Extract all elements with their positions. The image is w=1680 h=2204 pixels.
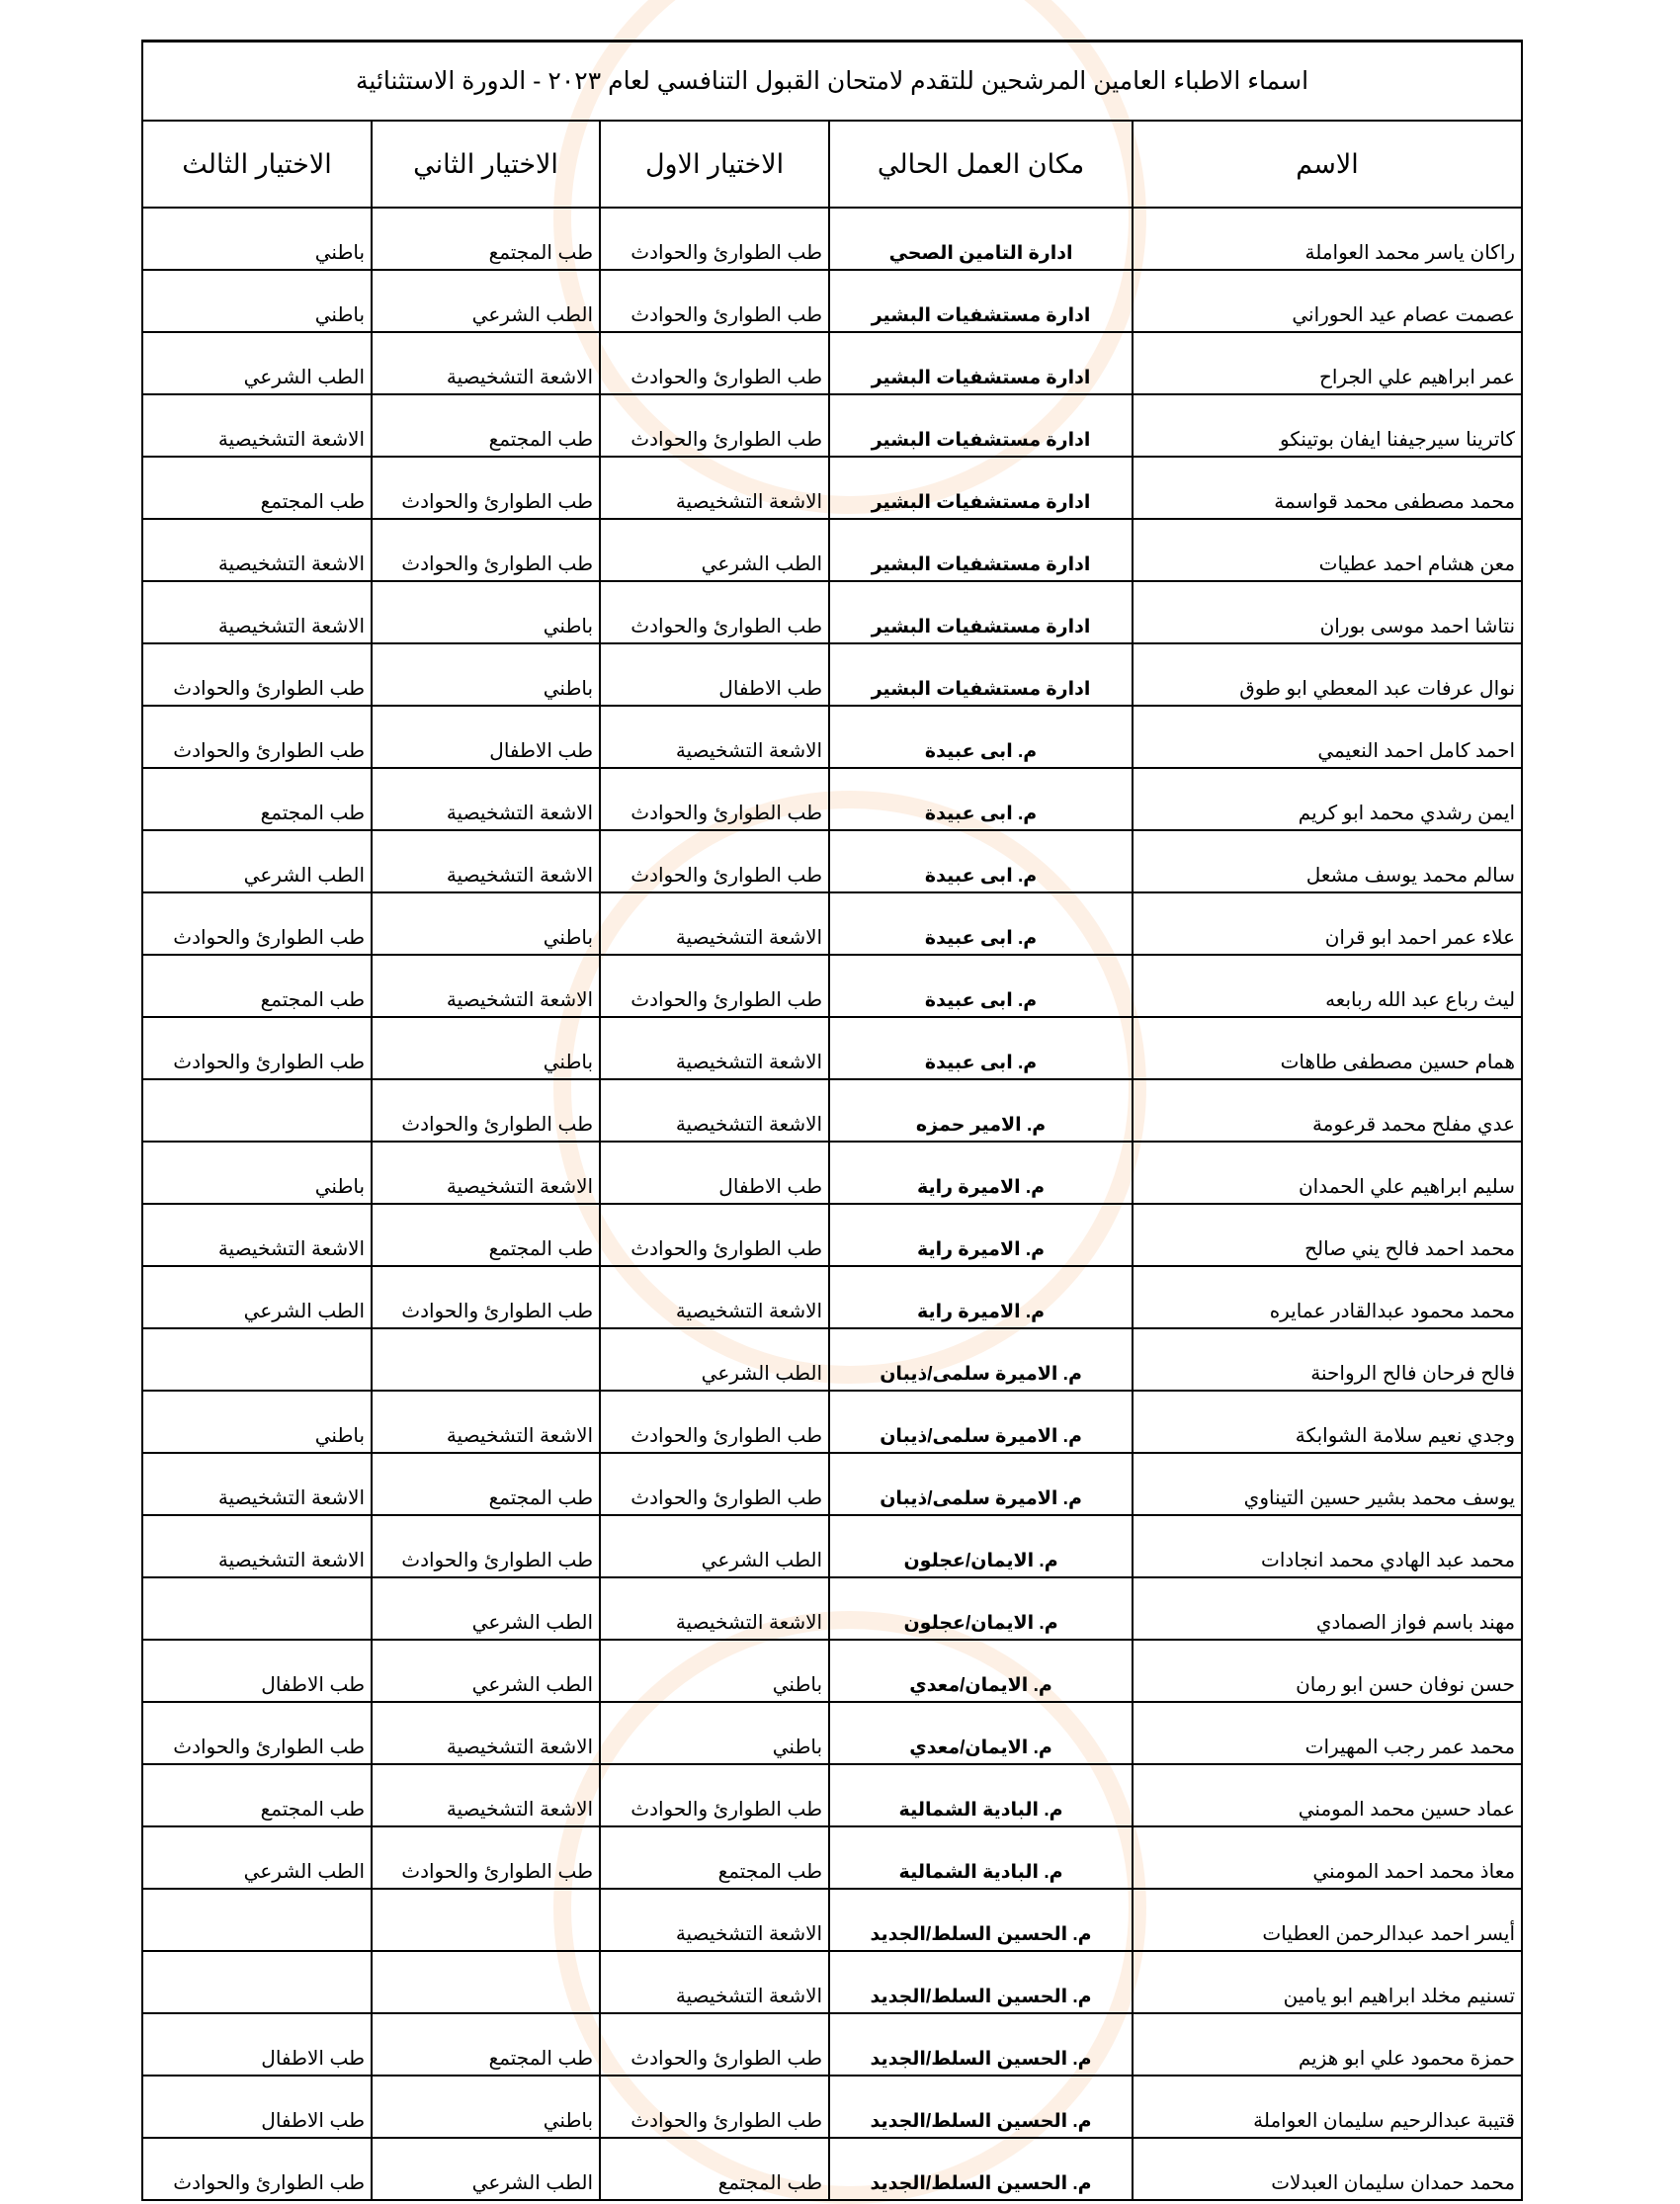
cell-workplace: م. الاميرة سلمى/ذيبان [829, 1328, 1133, 1391]
cell-choice-3: باطني [142, 1391, 372, 1453]
cell-workplace: م. الاميرة سلمى/ذيبان [829, 1391, 1133, 1453]
cell-choice-1: الاشعة التشخيصية [600, 1889, 829, 1951]
table-row [142, 208, 1522, 270]
cell-workplace: م. الحسين السلط/الجديد [829, 2138, 1133, 2200]
table-row [142, 643, 1522, 706]
cell-choice-2: طب المجتمع [372, 2013, 600, 2076]
cell-choice-2 [372, 1889, 600, 1951]
table-row [142, 892, 1522, 955]
cell-name: محمد عبد الهادي محمد انجادات [1133, 1515, 1522, 1577]
cell-choice-3: الاشعة التشخيصية [142, 519, 372, 581]
cell-choice-1: طب الاطفال [600, 643, 829, 706]
cell-name: معن هشام احمد عطيات [1133, 519, 1522, 581]
table-row [142, 1702, 1522, 1764]
cell-name: نتاشا احمد موسى بوران [1133, 581, 1522, 643]
cell-choice-2: باطني [372, 581, 600, 643]
cell-choice-3: طب الطوارئ والحوادث [142, 1017, 372, 1079]
table-row [142, 332, 1522, 394]
table-row [142, 2013, 1522, 2076]
cell-choice-1: الاشعة التشخيصية [600, 1951, 829, 2013]
cell-choice-3: الاشعة التشخيصية [142, 1453, 372, 1515]
cell-workplace: م. الحسين السلط/الجديد [829, 2013, 1133, 2076]
cell-choice-3: طب الاطفال [142, 2013, 372, 2076]
cell-choice-3: الاشعة التشخيصية [142, 394, 372, 457]
cell-choice-2: طب المجتمع [372, 208, 600, 270]
cell-name: عدي مفلح محمد قرعومة [1133, 1079, 1522, 1142]
cell-choice-2: طب الطوارئ والحوادث [372, 1266, 600, 1328]
cell-choice-2: طب المجتمع [372, 1453, 600, 1515]
cell-choice-3: طب المجتمع [142, 1764, 372, 1826]
table-row [142, 830, 1522, 892]
cell-workplace: م. الايمان/عجلون [829, 1515, 1133, 1577]
cell-workplace: م. ابى عبيدة [829, 768, 1133, 830]
cell-choice-1: باطني [600, 1640, 829, 1702]
cell-name: ليث رباع عبد الله ربابعه [1133, 955, 1522, 1017]
cell-choice-2: طب الطوارئ والحوادث [372, 1515, 600, 1577]
table-row [142, 1204, 1522, 1266]
cell-name: كاترينا سيرجيفنا ايفان بوتينكو [1133, 394, 1522, 457]
cell-workplace: م. الاميرة راية [829, 1266, 1133, 1328]
table-row [142, 955, 1522, 1017]
table-row [142, 457, 1522, 519]
cell-choice-1: طب الطوارئ والحوادث [600, 1391, 829, 1453]
header-name: الاسم [1133, 121, 1522, 208]
cell-workplace: م. ابى عبيدة [829, 830, 1133, 892]
cell-workplace: م. ابى عبيدة [829, 892, 1133, 955]
cell-choice-2: الاشعة التشخيصية [372, 1702, 600, 1764]
cell-name: تسنيم مخلد ابراهيم ابو يامين [1133, 1951, 1522, 2013]
cell-choice-3: طب المجتمع [142, 768, 372, 830]
cell-choice-2: الطب الشرعي [372, 2138, 600, 2200]
cell-workplace: م. البادية الشمالية [829, 1826, 1133, 1889]
cell-name: يوسف محمد بشير حسين التيناوي [1133, 1453, 1522, 1515]
cell-name: وجدي نعيم سلامة الشوابكة [1133, 1391, 1522, 1453]
cell-choice-1: طب الطوارئ والحوادث [600, 581, 829, 643]
table-body [142, 208, 1522, 2200]
cell-choice-1: الطب الشرعي [600, 1328, 829, 1391]
table-row [142, 2138, 1522, 2200]
cell-choice-3 [142, 1577, 372, 1640]
cell-choice-2: الاشعة التشخيصية [372, 768, 600, 830]
cell-choice-1: طب الطوارئ والحوادث [600, 1453, 829, 1515]
cell-name: علاء عمر احمد ابو قران [1133, 892, 1522, 955]
cell-choice-3: باطني [142, 1142, 372, 1204]
cell-name: مهند باسم فواز الصمادي [1133, 1577, 1522, 1640]
cell-workplace: م. الحسين السلط/الجديد [829, 1889, 1133, 1951]
cell-name: همام حسين مصطفى طاهات [1133, 1017, 1522, 1079]
cell-name: حمزة محمود علي ابو هزيم [1133, 2013, 1522, 2076]
cell-choice-1: باطني [600, 1702, 829, 1764]
cell-choice-1: الاشعة التشخيصية [600, 892, 829, 955]
cell-choice-3: طب الطوارئ والحوادث [142, 892, 372, 955]
cell-choice-1: الطب الشرعي [600, 1515, 829, 1577]
table-row [142, 1453, 1522, 1515]
cell-choice-2: الاشعة التشخيصية [372, 1391, 600, 1453]
cell-workplace: ادارة مستشفيات البشير [829, 270, 1133, 332]
cell-choice-3: طب الاطفال [142, 1640, 372, 1702]
cell-choice-2: طب الطوارئ والحوادث [372, 1079, 600, 1142]
document-title: اسماء الاطباء العامين المرشحين للتقدم لامتحان القبول التنافسي لعام ٢٠٢٣ - الدورة الاستثنائية [142, 42, 1522, 122]
cell-workplace: ادارة مستشفيات البشير [829, 643, 1133, 706]
cell-workplace: م. الاميرة راية [829, 1204, 1133, 1266]
cell-choice-3: طب المجتمع [142, 457, 372, 519]
cell-name: عصمت عصام عيد الحوراني [1133, 270, 1522, 332]
cell-choice-1: طب الطوارئ والحوادث [600, 270, 829, 332]
cell-choice-2: طب الطوارئ والحوادث [372, 1826, 600, 1889]
table-row [142, 1079, 1522, 1142]
cell-choice-1: الطب الشرعي [600, 519, 829, 581]
cell-name: ايمن رشدي محمد ابو كريم [1133, 768, 1522, 830]
cell-name: سليم ابراهيم علي الحمدان [1133, 1142, 1522, 1204]
cell-choice-3: طب الاطفال [142, 2076, 372, 2138]
cell-choice-2: باطني [372, 643, 600, 706]
cell-name: محمد حمدان سليمان العبدلات [1133, 2138, 1522, 2200]
cell-workplace: ادارة مستشفيات البشير [829, 332, 1133, 394]
cell-workplace: م. الاميرة راية [829, 1142, 1133, 1204]
cell-workplace: ادارة مستشفيات البشير [829, 581, 1133, 643]
cell-choice-1: طب الطوارئ والحوادث [600, 2013, 829, 2076]
table-row [142, 2076, 1522, 2138]
table-row [142, 1266, 1522, 1328]
table-row [142, 581, 1522, 643]
cell-choice-1: الاشعة التشخيصية [600, 1017, 829, 1079]
cell-choice-1: طب المجتمع [600, 1826, 829, 1889]
cell-choice-1: طب الطوارئ والحوادث [600, 830, 829, 892]
cell-choice-1: طب الطوارئ والحوادث [600, 2076, 829, 2138]
cell-choice-1: الاشعة التشخيصية [600, 1577, 829, 1640]
cell-choice-2 [372, 1951, 600, 2013]
cell-name: راكان ياسر محمد العواملة [1133, 208, 1522, 270]
cell-choice-1: طب المجتمع [600, 2138, 829, 2200]
cell-workplace: م. الامير حمزه [829, 1079, 1133, 1142]
cell-workplace: ادارة التامين الصحي [829, 208, 1133, 270]
cell-choice-2: طب المجتمع [372, 394, 600, 457]
table-row [142, 768, 1522, 830]
cell-choice-1: طب الطوارئ والحوادث [600, 1204, 829, 1266]
cell-choice-3 [142, 1889, 372, 1951]
cell-workplace: م. الايمان/معدي [829, 1702, 1133, 1764]
cell-name: عماد حسين محمد المومني [1133, 1764, 1522, 1826]
table-row [142, 1142, 1522, 1204]
cell-choice-2: باطني [372, 2076, 600, 2138]
cell-choice-1: طب الطوارئ والحوادث [600, 1764, 829, 1826]
table-row [142, 394, 1522, 457]
cell-choice-2: الاشعة التشخيصية [372, 1142, 600, 1204]
cell-choice-2: الاشعة التشخيصية [372, 332, 600, 394]
cell-choice-2 [372, 1328, 600, 1391]
cell-workplace: م. ابى عبيدة [829, 955, 1133, 1017]
table-row [142, 1577, 1522, 1640]
cell-choice-1: طب الطوارئ والحوادث [600, 955, 829, 1017]
cell-choice-2: طب الطوارئ والحوادث [372, 519, 600, 581]
cell-name: محمد عمر رجب المهيرات [1133, 1702, 1522, 1764]
cell-choice-1: الاشعة التشخيصية [600, 457, 829, 519]
table-row [142, 1515, 1522, 1577]
cell-choice-3: باطني [142, 208, 372, 270]
cell-name: معاذ محمد احمد المومني [1133, 1826, 1522, 1889]
cell-choice-3: طب الطوارئ والحوادث [142, 2138, 372, 2200]
table-row [142, 1017, 1522, 1079]
cell-name: نوال عرفات عبد المعطي ابو طوق [1133, 643, 1522, 706]
cell-choice-3: طب الطوارئ والحوادث [142, 706, 372, 768]
table-row [142, 1889, 1522, 1951]
cell-choice-2: الطب الشرعي [372, 1577, 600, 1640]
cell-choice-2: الطب الشرعي [372, 1640, 600, 1702]
cell-workplace: ادارة مستشفيات البشير [829, 519, 1133, 581]
cell-name: محمد احمد فالح يني صالح [1133, 1204, 1522, 1266]
cell-choice-2: طب المجتمع [372, 1204, 600, 1266]
table-row [142, 1640, 1522, 1702]
cell-choice-3 [142, 1951, 372, 2013]
cell-choice-3: طب الطوارئ والحوادث [142, 1702, 372, 1764]
cell-choice-3: طب الطوارئ والحوادث [142, 643, 372, 706]
cell-choice-2: باطني [372, 892, 600, 955]
cell-choice-3: الاشعة التشخيصية [142, 581, 372, 643]
cell-choice-1: طب الطوارئ والحوادث [600, 332, 829, 394]
cell-choice-1: طب الطوارئ والحوادث [600, 394, 829, 457]
cell-workplace: م. ابى عبيدة [829, 1017, 1133, 1079]
cell-name: عمر ابراهيم علي الجراح [1133, 332, 1522, 394]
table-row [142, 270, 1522, 332]
cell-workplace: م. الايمان/معدي [829, 1640, 1133, 1702]
header-workplace: مكان العمل الحالي [829, 121, 1133, 208]
cell-name: فالح فرحان فالح الرواحنة [1133, 1328, 1522, 1391]
table-row [142, 1391, 1522, 1453]
cell-choice-3: طب المجتمع [142, 955, 372, 1017]
cell-choice-2: طب الاطفال [372, 706, 600, 768]
table-row [142, 519, 1522, 581]
cell-choice-3: الاشعة التشخيصية [142, 1515, 372, 1577]
cell-choice-2: الاشعة التشخيصية [372, 1764, 600, 1826]
candidates-table [141, 40, 1523, 2201]
cell-choice-1: طب الاطفال [600, 1142, 829, 1204]
cell-choice-2: الطب الشرعي [372, 270, 600, 332]
cell-workplace: ادارة مستشفيات البشير [829, 394, 1133, 457]
cell-workplace: م. الايمان/عجلون [829, 1577, 1133, 1640]
cell-choice-2: طب الطوارئ والحوادث [372, 457, 600, 519]
cell-choice-2: الاشعة التشخيصية [372, 830, 600, 892]
header-choice-2: الاختيار الثاني [372, 121, 600, 208]
cell-name: أيسر احمد عبدالرحمن العطيات [1133, 1889, 1522, 1951]
cell-choice-3 [142, 1328, 372, 1391]
table-row [142, 706, 1522, 768]
cell-name: قتيبة عبدالرحيم سليمان العواملة [1133, 2076, 1522, 2138]
cell-workplace: ادارة مستشفيات البشير [829, 457, 1133, 519]
cell-choice-3: باطني [142, 270, 372, 332]
cell-choice-2: الاشعة التشخيصية [372, 955, 600, 1017]
header-choice-1: الاختيار الاول [600, 121, 829, 208]
table-row [142, 1764, 1522, 1826]
cell-name: محمد مصطفى محمد قواسمة [1133, 457, 1522, 519]
table-row [142, 1951, 1522, 2013]
cell-workplace: م. الحسين السلط/الجديد [829, 1951, 1133, 2013]
cell-choice-3: الطب الشرعي [142, 1266, 372, 1328]
table-row [142, 1826, 1522, 1889]
cell-workplace: م. البادية الشمالية [829, 1764, 1133, 1826]
cell-choice-1: الاشعة التشخيصية [600, 1266, 829, 1328]
cell-workplace: م. الحسين السلط/الجديد [829, 2076, 1133, 2138]
cell-name: سالم محمد يوسف مشعل [1133, 830, 1522, 892]
cell-name: احمد كامل احمد النعيمي [1133, 706, 1522, 768]
cell-choice-1: طب الطوارئ والحوادث [600, 208, 829, 270]
cell-workplace: م. ابى عبيدة [829, 706, 1133, 768]
cell-workplace: م. الاميرة سلمى/ذيبان [829, 1453, 1133, 1515]
cell-choice-3: الطب الشرعي [142, 1826, 372, 1889]
cell-choice-1: طب الطوارئ والحوادث [600, 768, 829, 830]
cell-name: حسن نوفان حسن ابو رمان [1133, 1640, 1522, 1702]
table-row [142, 1328, 1522, 1391]
cell-choice-3: الاشعة التشخيصية [142, 1204, 372, 1266]
cell-name: محمد محمود عبدالقادر عمايره [1133, 1266, 1522, 1328]
header-choice-3: الاختيار الثالث [142, 121, 372, 208]
cell-choice-2: باطني [372, 1017, 600, 1079]
cell-choice-3: الطب الشرعي [142, 830, 372, 892]
cell-choice-1: الاشعة التشخيصية [600, 706, 829, 768]
cell-choice-1: الاشعة التشخيصية [600, 1079, 829, 1142]
cell-choice-3 [142, 1079, 372, 1142]
cell-choice-3: الطب الشرعي [142, 332, 372, 394]
